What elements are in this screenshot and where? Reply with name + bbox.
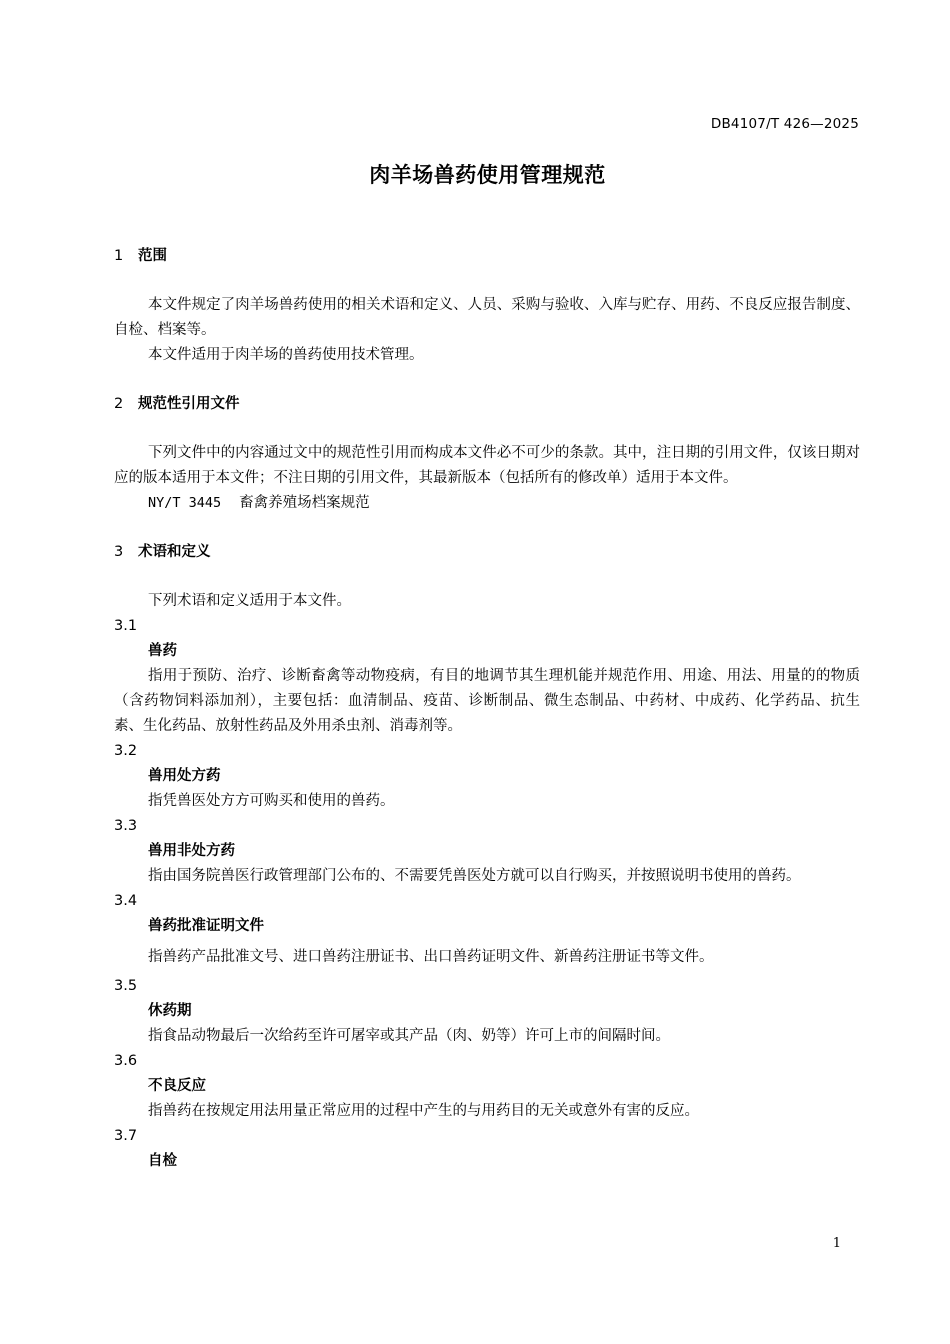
section-heading: 1 范围 [114,248,167,264]
paragraph: 下列术语和定义适用于本文件。 [148,593,351,609]
paragraph: 下列文件中的内容通过文中的规范性引用而构成本文件必不可少的条款。其中，注日期的引用文件，仅该日期对应的版本适用于本文件；不注日期的引用文件，其最新版本（包括所有的修改单）适用于本文件。 [114,445,860,486]
term-definition: 指凭兽医处方方可购买和使用的兽药。 [148,793,395,809]
page-number: 1 [832,1236,841,1251]
document-title: 肉羊场兽药使用管理规范 [369,163,606,187]
section-heading: 2 规范性引用文件 [114,396,240,412]
section-normative-references [114,392,860,516]
term-name: 兽药批准证明文件 [148,918,264,934]
term-name: 休药期 [148,1003,192,1019]
document-body [114,244,860,1174]
term-number: 3.3 [114,818,138,834]
term-name: 不良反应 [148,1078,206,1094]
term-definition: 指食品动物最后一次给药至许可屠宰或其产品（肉、奶等）许可上市的间隔时间。 [148,1028,670,1044]
term-definition: 指兽药在按规定用法用量正常应用的过程中产生的与用药目的无关或意外有害的反应。 [148,1103,699,1119]
term-definition: 指由国务院兽医行政管理部门公布的、不需要凭兽医处方就可以自行购买，并按照说明书使用的兽药。 [148,868,801,884]
term-definition: 指兽药产品批准文号、进口兽药注册证书、出口兽药证明文件、新兽药注册证书等文件。 [148,949,714,965]
term-definition: 指用于预防、治疗、诊断畜禽等动物疫病，有目的地调节其生理机能并规范作用、用途、用法、用量的的物质（含药物饲料添加剂），主要包括：血清制品、疫苗、诊断制品、微生态制品、中药材、中成药、化学药品、抗生素、生化药品、放射性药品及外用杀虫剂、消毒剂等。 [114,668,860,734]
term-name: 兽用非处方药 [148,843,235,859]
term-name: 兽用处方药 [148,768,221,784]
document-code: DB4107/T 426—2025 [710,116,859,132]
term-name: 兽药 [148,643,177,659]
term-number: 3.7 [114,1128,138,1144]
paragraph: 本文件适用于肉羊场的兽药使用技术管理。 [148,347,424,363]
section-scope [114,244,860,368]
reference-item: NY/T 3445 畜禽养殖场档案规范 [148,495,370,511]
term-number: 3.6 [114,1053,138,1069]
paragraph: 本文件规定了肉羊场兽药使用的相关术语和定义、人员、采购与验收、入库与贮存、用药、不良反应报告制度、自检、档案等。 [114,297,860,338]
term-name: 自检 [148,1153,177,1169]
section-terms-definitions [114,540,860,1174]
term-number: 3.5 [114,978,138,994]
term-number: 3.2 [114,743,138,759]
term-number: 3.1 [114,618,138,634]
section-heading: 3 术语和定义 [114,544,211,560]
term-number: 3.4 [114,893,138,909]
